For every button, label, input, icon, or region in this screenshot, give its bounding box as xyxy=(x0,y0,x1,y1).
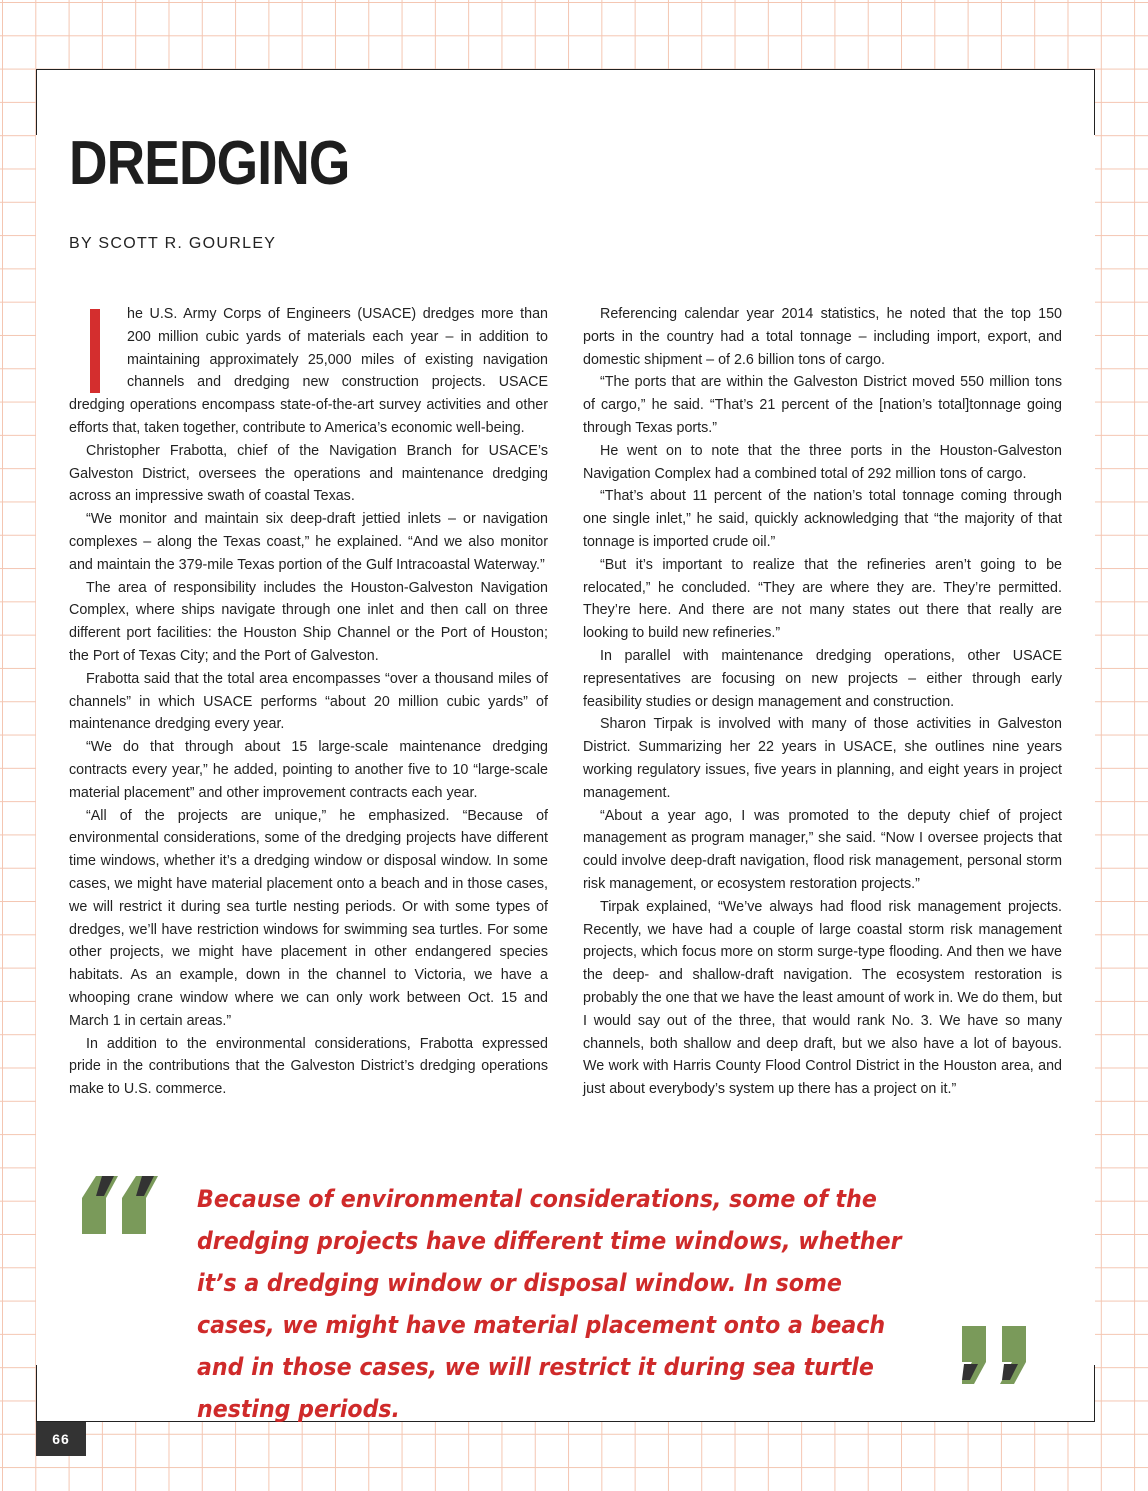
frame-left-top-rule xyxy=(36,69,37,135)
frame-right-top-rule xyxy=(1094,69,1095,135)
paragraph: Frabotta said that the total area encompasses “over a thousand miles of channels” in which USACE performs “about 20 million cubic yards” of maintenance dredging every year. xyxy=(69,670,548,733)
paragraph: The area of responsibility includes the Houston-Galveston Navigation Complex, where ships navigate through one inlet and then call on three different port facilities: the Houston Ship Channel or the Port of Houston; the Port of Texas City; and the Port of Galveston. xyxy=(69,579,548,664)
paragraph: Referencing calendar year 2014 statistics, he noted that the top 150 ports in the country had a total tonnage – including import, export, and domestic shipment – of 2.6 billion tons of cargo. xyxy=(583,306,1062,368)
close-quote-icon xyxy=(962,1326,1044,1384)
frame-right-bottom-rule xyxy=(1094,1365,1095,1421)
paragraph: “The ports that are within the Galveston District moved 550 million tons of cargo,” he said. “That’s 21 percent of the [nation’s total]tonnage going through Texas ports.” xyxy=(583,374,1062,436)
pull-quote: Because of environmental considerations, some of the dredging projects have different time windows, whether it’s a dredging window or disposal window. In some cases, we might have material placement onto a beach and in those cases, we will restrict it during sea turtle nesting periods. xyxy=(197,1185,902,1423)
open-quote-icon xyxy=(82,1176,164,1234)
paragraph: “We do that through about 15 large-scale maintenance dredging contracts every year,” he added, pointing to another five to 10 “large-scale material placement” and other improvement contracts each year. xyxy=(69,739,548,801)
paragraph: In addition to the environmental considerations, Frabotta expressed pride in the contributions that the Galveston District’s dredging operations make to U.S. commerce. xyxy=(69,1035,548,1098)
paragraph: “All of the projects are unique,” he emphasized. “Because of environmental considerations, some of the dredging projects have different time windows, whether it’s a dredging window or disposal window. In some cases, we might have material placement onto a beach and in those cases, we will restrict it during sea turtle nesting periods. Or with some types of dredges, we’ll have restriction windows for swimming sea turtles. For some other projects, we might have placement in other endangered species habitats. As an example, down in the channel to Victoria, we have a whooping crane window where we can only work between Oct. 15 and March 1 in certain areas.” xyxy=(69,807,548,1029)
paragraph: “We monitor and maintain six deep-draft jettied inlets – or navigation complexes – along the Texas coast,” he explained. “And we also monitor and maintain the 379-mile Texas portion of the Gulf Intracoastal Waterway.” xyxy=(69,511,548,573)
frame-top-rule xyxy=(36,69,1095,70)
paragraph: “That’s about 11 percent of the nation’s total tonnage coming through one single inlet,” he said, quickly acknowledging that “the majority of that tonnage is imported crude oil.” xyxy=(583,488,1062,550)
article-byline: BY SCOTT R. GOURLEY xyxy=(69,235,277,252)
paragraph: “About a year ago, I was promoted to the deputy chief of project management as program manager,” she said. “Now I oversee projects that could involve deep-draft navigation, flood risk management, personal storm risk management, or ecosystem restoration projects.” xyxy=(583,807,1062,892)
frame-left-bottom-rule xyxy=(36,1365,37,1421)
paragraph: he U.S. Army Corps of Engineers (USACE) dredges more than 200 million cubic yards of materials each year – in addition to maintaining approximately 25,000 miles of existing navigation channels and dredging new construction projects. USACE dredging operations encompass state-of-the-art survey activities and other efforts that, taken together, contribute to America’s economic well-being. xyxy=(69,306,548,436)
paragraph: He went on to note that the three ports in the Houston-Galveston Navigation Complex had a combined total of 292 million tons of cargo. xyxy=(583,442,1062,482)
paragraph: “But it’s important to realize that the refineries aren’t going to be relocated,” he concluded. “They are where they are. They’re permitted. They’re here. And there are not many states out there that really are looking to build new refineries.” xyxy=(583,556,1062,642)
right-column xyxy=(583,303,1062,1101)
paragraph: Christopher Frabotta, chief of the Navigation Branch for USACE’s Galveston District, oversees the operations and maintenance dredging across an impressive swath of coastal Texas. xyxy=(69,442,548,505)
article-title: DREDGING xyxy=(69,129,350,198)
drop-cap-t-icon xyxy=(69,309,99,393)
paragraph: In parallel with maintenance dredging operations, other USACE representatives are focusing on new projects – either through early feasibility studies or design management and construction. xyxy=(583,647,1062,710)
left-column xyxy=(69,303,548,1101)
paragraph: Tirpak explained, “We’ve always had flood risk management projects. Recently, we have had a couple of large coastal storm risk management projects, which focus more on storm surge-type flooding. And then we have the deep- and shallow-draft navigation. The ecosystem restoration is probably the one that we have the least amount of work in. We do them, but I would say out of the three, that would rank No. 3. We have so many channels, both shallow and deep draft, but we also have a lot of bayous. We work with Harris County Flood Control District in the Houston area, and just about everybody’s system up there has a project on it.” xyxy=(583,898,1062,1098)
paragraph: Sharon Tirpak is involved with many of those activities in Galveston District. Summarizing her 22 years in USACE, she outlines nine years working regulatory issues, five years in planning, and eight years in project management. xyxy=(583,716,1062,801)
page-number: 66 xyxy=(36,1422,86,1456)
